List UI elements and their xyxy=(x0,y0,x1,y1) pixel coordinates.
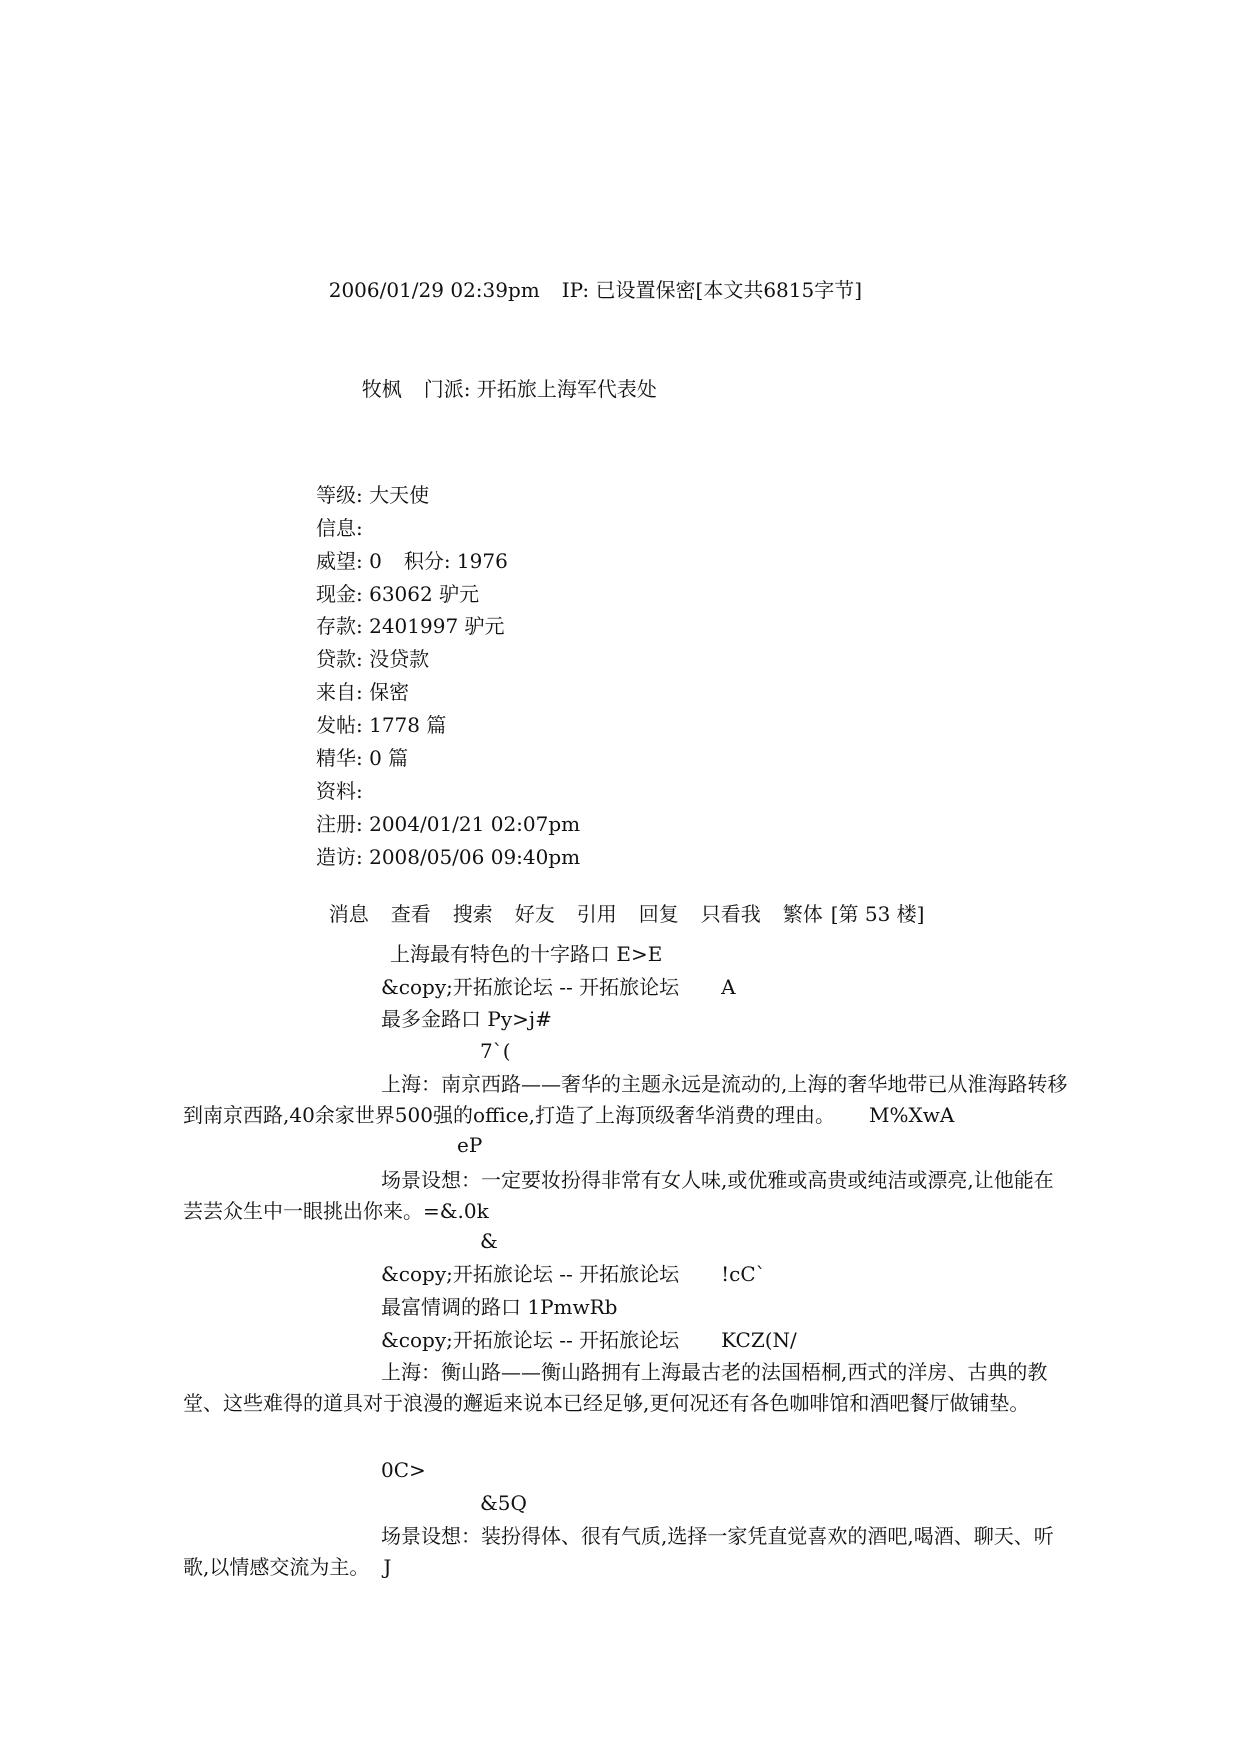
action-reply[interactable]: 回复 xyxy=(638,902,679,926)
profile-deposit: 存款: 2401997 驴元 xyxy=(316,614,505,638)
ip-label: IP: xyxy=(561,278,590,302)
profile-essence: 精华: 0 篇 xyxy=(316,746,409,770)
profile-loan: 贷款: 没贷款 xyxy=(316,647,430,671)
floor-number: [第 53 楼] xyxy=(830,902,925,926)
noise-text: A xyxy=(721,975,736,999)
body-line xyxy=(381,1328,797,1352)
body-paragraph: 上海：南京西路——奢华的主题永远是流动的,上海的奢华地带已从淮海路转移到南京西路,40余家世界500强的office,打造了上海顶级奢华消费的理由。 M%XwA xyxy=(183,1072,1068,1127)
action-friend[interactable]: 好友 xyxy=(514,902,555,926)
noise-text: &5Q xyxy=(480,1491,527,1515)
noise-text: 7`( xyxy=(480,1039,511,1063)
profile-registered: 注册: 2004/01/21 02:07pm xyxy=(316,812,581,836)
sect-label: 门派: xyxy=(423,377,471,401)
post-actions xyxy=(316,878,925,926)
noise-text: eP xyxy=(457,1133,483,1157)
profile-from: 来自: 保密 xyxy=(316,680,410,704)
profile-info: 信息: xyxy=(316,516,363,540)
action-traditional[interactable]: 繁体 xyxy=(782,902,823,926)
profile-prestige: 威望: 0 xyxy=(316,549,382,573)
body-line: 上海最有特色的十字路口 E>E xyxy=(390,942,663,966)
noise-text: 0C> xyxy=(381,1458,426,1482)
post-header xyxy=(316,254,862,302)
sect-value: 开拓旅上海军代表处 xyxy=(476,377,657,401)
forum-copyright: &copy;开拓旅论坛 -- 开拓旅论坛 xyxy=(381,1262,680,1286)
profile-prestige-points xyxy=(316,549,508,573)
noise-text: KCZ(N/ xyxy=(721,1328,797,1352)
noise-text: & xyxy=(480,1229,498,1253)
forum-copyright: &copy;开拓旅论坛 -- 开拓旅论坛 xyxy=(381,975,680,999)
noise-text: !cC` xyxy=(721,1262,766,1286)
forum-copyright: &copy;开拓旅论坛 -- 开拓旅论坛 xyxy=(381,1328,680,1352)
action-message[interactable]: 消息 xyxy=(328,902,369,926)
profile-cash: 现金: 63062 驴元 xyxy=(316,582,480,606)
noise-text: J xyxy=(383,1555,392,1579)
noise-text: M%XwA xyxy=(869,1103,955,1127)
author-line xyxy=(349,353,657,401)
ip-value: 已设置保密[本文共6815字节] xyxy=(595,278,863,302)
action-view[interactable]: 查看 xyxy=(390,902,431,926)
action-quote[interactable]: 引用 xyxy=(576,902,617,926)
author-name: 牧枫 xyxy=(361,377,402,401)
body-line: 最富情调的路口 1PmwRb xyxy=(381,1295,618,1319)
body-paragraph: 上海：衡山路——衡山路拥有上海最古老的法国梧桐,西式的洋房、古典的教堂、这些难得的道具对于浪漫的邂逅来说本已经足够,更何况还有各色咖啡馆和酒吧餐厅做铺垫。 xyxy=(183,1360,1048,1415)
profile-material: 资料: xyxy=(316,779,363,803)
profile-points: 积分: 1976 xyxy=(403,549,508,573)
post-datetime: 2006/01/29 02:39pm xyxy=(328,278,540,302)
body-line xyxy=(381,1262,766,1286)
action-only-author[interactable]: 只看我 xyxy=(700,902,761,926)
body-line: 最多金路口 Py>j# xyxy=(381,1007,552,1031)
body-line xyxy=(381,975,736,999)
body-paragraph: 场景设想：装扮得体、很有气质,选择一家凭直觉喜欢的酒吧,喝酒、聊天、听歌,以情感交流为主。 J xyxy=(183,1524,1054,1579)
body-paragraph: 场景设想：一定要妆扮得非常有女人味,或优雅或高贵或纯洁或漂亮,让他能在芸芸众生中一眼挑出你来。=&.0k xyxy=(183,1168,1054,1223)
profile-posts: 发帖: 1778 篇 xyxy=(316,713,447,737)
action-search[interactable]: 搜索 xyxy=(452,902,493,926)
profile-visited: 造访: 2008/05/06 09:40pm xyxy=(316,845,581,869)
profile-level: 等级: 大天使 xyxy=(316,483,430,507)
